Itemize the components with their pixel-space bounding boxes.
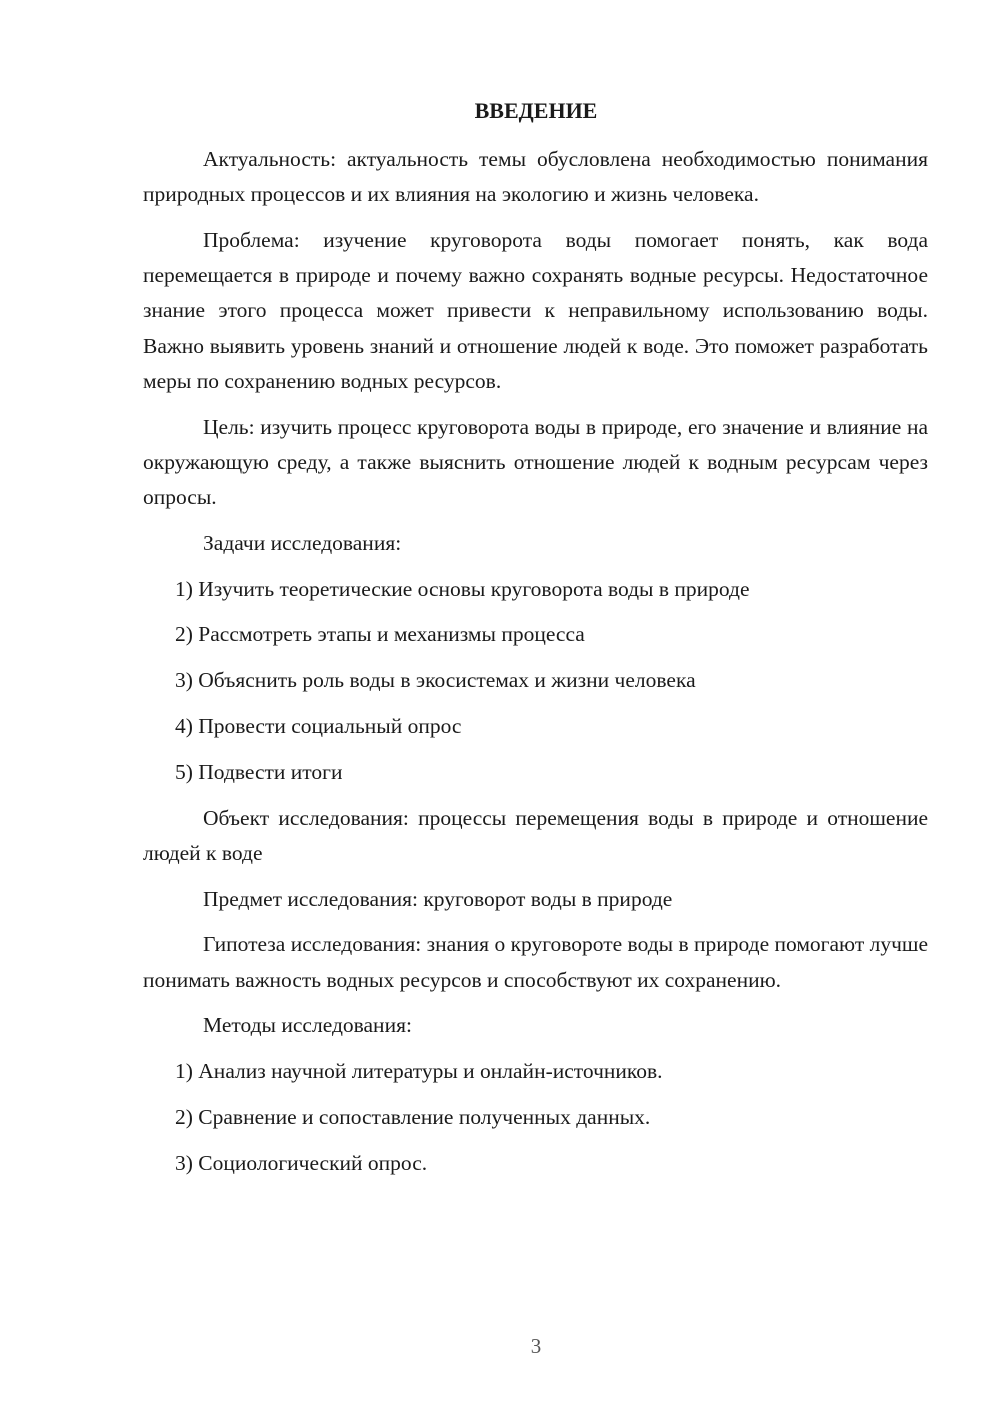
relevance-paragraph: Актуальность: актуальность темы обусловлена необходимостью понимания природных процессов и их влияния на экологию и жизнь человека. xyxy=(143,147,928,207)
methods-heading: Методы исследования: xyxy=(203,1013,412,1038)
task-item-2: 2) Рассмотреть этапы и механизмы процесса xyxy=(175,622,585,647)
method-item-1: 1) Анализ научной литературы и онлайн-источников. xyxy=(175,1059,663,1084)
subject-paragraph: Предмет исследования: круговорот воды в природе xyxy=(203,886,673,911)
hypothesis-paragraph: Гипотеза исследования: знания о круговороте воды в природе помогают лучше понимать важность водных ресурсов и способствуют их сохранению. xyxy=(143,932,928,992)
method-item-3: 3) Социологический опрос. xyxy=(175,1150,428,1175)
page-number: 3 xyxy=(530,1334,542,1358)
task-item-3: 3) Объяснить роль воды в экосистемах и жизни человека xyxy=(175,668,696,693)
task-item-1: 1) Изучить теоретические основы круговорота воды в природе xyxy=(175,576,750,601)
task-item-5: 5) Подвести итоги xyxy=(175,759,343,784)
problem-paragraph: Проблема: изучение круговорота воды помогает понять, как вода перемещается в природе и почему важно сохранять водные ресурсы. Недостаточное знание этого процесса может привести к неправильному использованию воды. Важно выявить уровень знаний и отношение людей к воде. Это поможет разработать меры по сохранению водных ресурсов. xyxy=(143,228,928,393)
method-item-2: 2) Сравнение и сопоставление полученных данных. xyxy=(175,1104,651,1129)
object-paragraph: Объект исследования: процессы перемещения воды в природе и отношение людей к воде xyxy=(143,805,928,865)
section-body xyxy=(143,142,928,1192)
task-item-4: 4) Провести социальный опрос xyxy=(175,714,462,738)
goal-paragraph: Цель: изучить процесс круговорота воды в природе, его значение и влияние на окружающую среду, а также выяснить отношение людей к водным ресурсам через опросы. xyxy=(143,414,928,510)
section-title: ВВЕДЕНИЕ xyxy=(474,98,598,123)
tasks-heading: Задачи исследования: xyxy=(203,530,402,555)
